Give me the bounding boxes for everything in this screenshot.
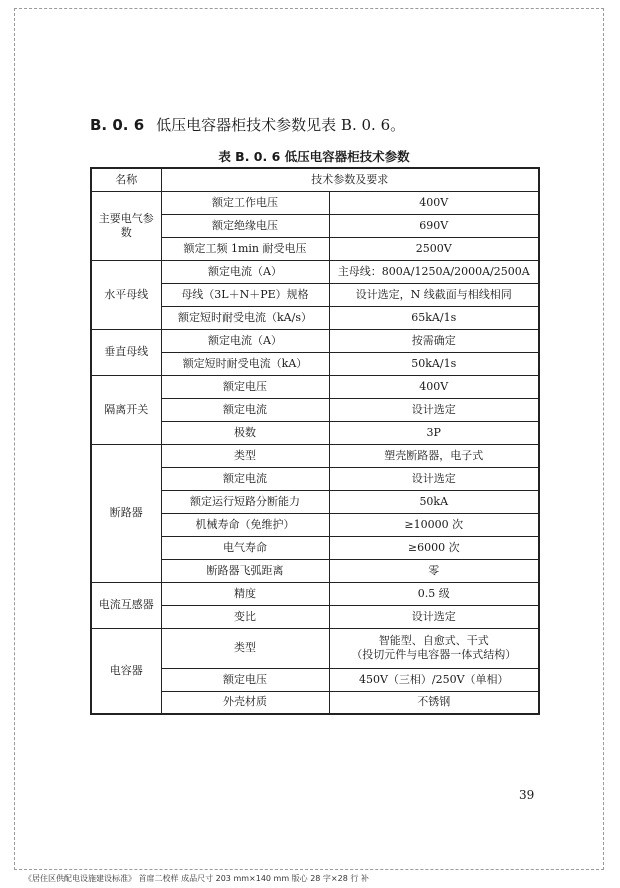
- value-cell: [329, 628, 539, 668]
- param-cell: 额定短时耐受电流（kA/s）: [161, 306, 329, 329]
- section-text: 低压电容器柜技术参数见表 B. 0. 6。: [156, 116, 406, 134]
- value-cell: 主母线：800A/1250A/2000A/2500A: [329, 260, 539, 283]
- group-name: 电流互感器: [91, 582, 161, 628]
- value-cell: 设计选定: [329, 467, 539, 490]
- param-cell: 极数: [161, 421, 329, 444]
- table-row: [91, 329, 539, 352]
- value-cell: 450V（三相）/250V（单相）: [329, 668, 539, 691]
- value-cell: ≥6000 次: [329, 536, 539, 559]
- value-cell: 不锈钢: [329, 691, 539, 714]
- value-cell: 690V: [329, 214, 539, 237]
- value-cell: 设计选定: [329, 605, 539, 628]
- param-cell: 母线（3L＋N＋PE）规格: [161, 283, 329, 306]
- section-number: B. 0. 6: [90, 116, 145, 134]
- value-cell: 400V: [329, 375, 539, 398]
- param-cell: 外壳材质: [161, 691, 329, 714]
- param-cell: 类型: [161, 628, 329, 668]
- value-cell: 零: [329, 559, 539, 582]
- header-name: 名称: [91, 168, 161, 191]
- param-cell: 额定绝缘电压: [161, 214, 329, 237]
- param-cell: 额定短时耐受电流（kA）: [161, 352, 329, 375]
- table-row: [91, 444, 539, 467]
- param-cell: 机械寿命（免维护）: [161, 513, 329, 536]
- param-cell: 额定工作电压: [161, 191, 329, 214]
- group-name: 水平母线: [91, 260, 161, 329]
- param-cell: 额定运行短路分断能力: [161, 490, 329, 513]
- value-cell: 按需确定: [329, 329, 539, 352]
- value-cell: 0.5 级: [329, 582, 539, 605]
- value-cell: 设计选定: [329, 398, 539, 421]
- param-cell: 额定电压: [161, 375, 329, 398]
- param-cell: 额定电流（A）: [161, 260, 329, 283]
- param-cell: 变比: [161, 605, 329, 628]
- param-cell: 额定电流: [161, 398, 329, 421]
- group-name: 垂直母线: [91, 329, 161, 375]
- param-cell: 断路器飞弧距离: [161, 559, 329, 582]
- param-cell: 电气寿命: [161, 536, 329, 559]
- group-name: 断路器: [91, 444, 161, 582]
- parameter-table: [90, 167, 540, 715]
- value-cell: ≥10000 次: [329, 513, 539, 536]
- param-cell: 额定电流: [161, 467, 329, 490]
- param-cell: 精度: [161, 582, 329, 605]
- section-heading: [90, 114, 405, 135]
- print-footer: 《居住区供配电设施建设标准》 首席二校样 成品尺寸 203 mm×140 mm 版心 28 字×28 行 补: [24, 874, 369, 883]
- value-cell: 50kA: [329, 490, 539, 513]
- group-name: 电容器: [91, 628, 161, 714]
- param-cell: 额定电流（A）: [161, 329, 329, 352]
- value-cell: 50kA/1s: [329, 352, 539, 375]
- value-cell: 400V: [329, 191, 539, 214]
- value-cell: 2500V: [329, 237, 539, 260]
- table-row: [91, 191, 539, 214]
- param-cell: 额定工频 1min 耐受电压: [161, 237, 329, 260]
- group-name: 隔离开关: [91, 375, 161, 444]
- param-cell: 类型: [161, 444, 329, 467]
- param-cell: 额定电压: [161, 668, 329, 691]
- table-row: [91, 260, 539, 283]
- value-line-2: （投切元件与电容器一体式结构）: [351, 648, 517, 661]
- value-line-1: 智能型、自愈式、干式: [378, 634, 489, 647]
- table-row: [91, 375, 539, 398]
- header-spec: 技术参数及要求: [161, 168, 539, 191]
- table-row: [91, 628, 539, 668]
- table-row: [91, 582, 539, 605]
- value-cell: 设计选定，N 线截面与相线相同: [329, 283, 539, 306]
- group-name: 主要电气参数: [91, 191, 161, 260]
- page-number: 39: [519, 788, 535, 802]
- value-cell: 3P: [329, 421, 539, 444]
- value-cell: 塑壳断路器，电子式: [329, 444, 539, 467]
- table-caption: 表 B. 0. 6 低压电容器柜技术参数: [218, 149, 410, 164]
- value-cell: 65kA/1s: [329, 306, 539, 329]
